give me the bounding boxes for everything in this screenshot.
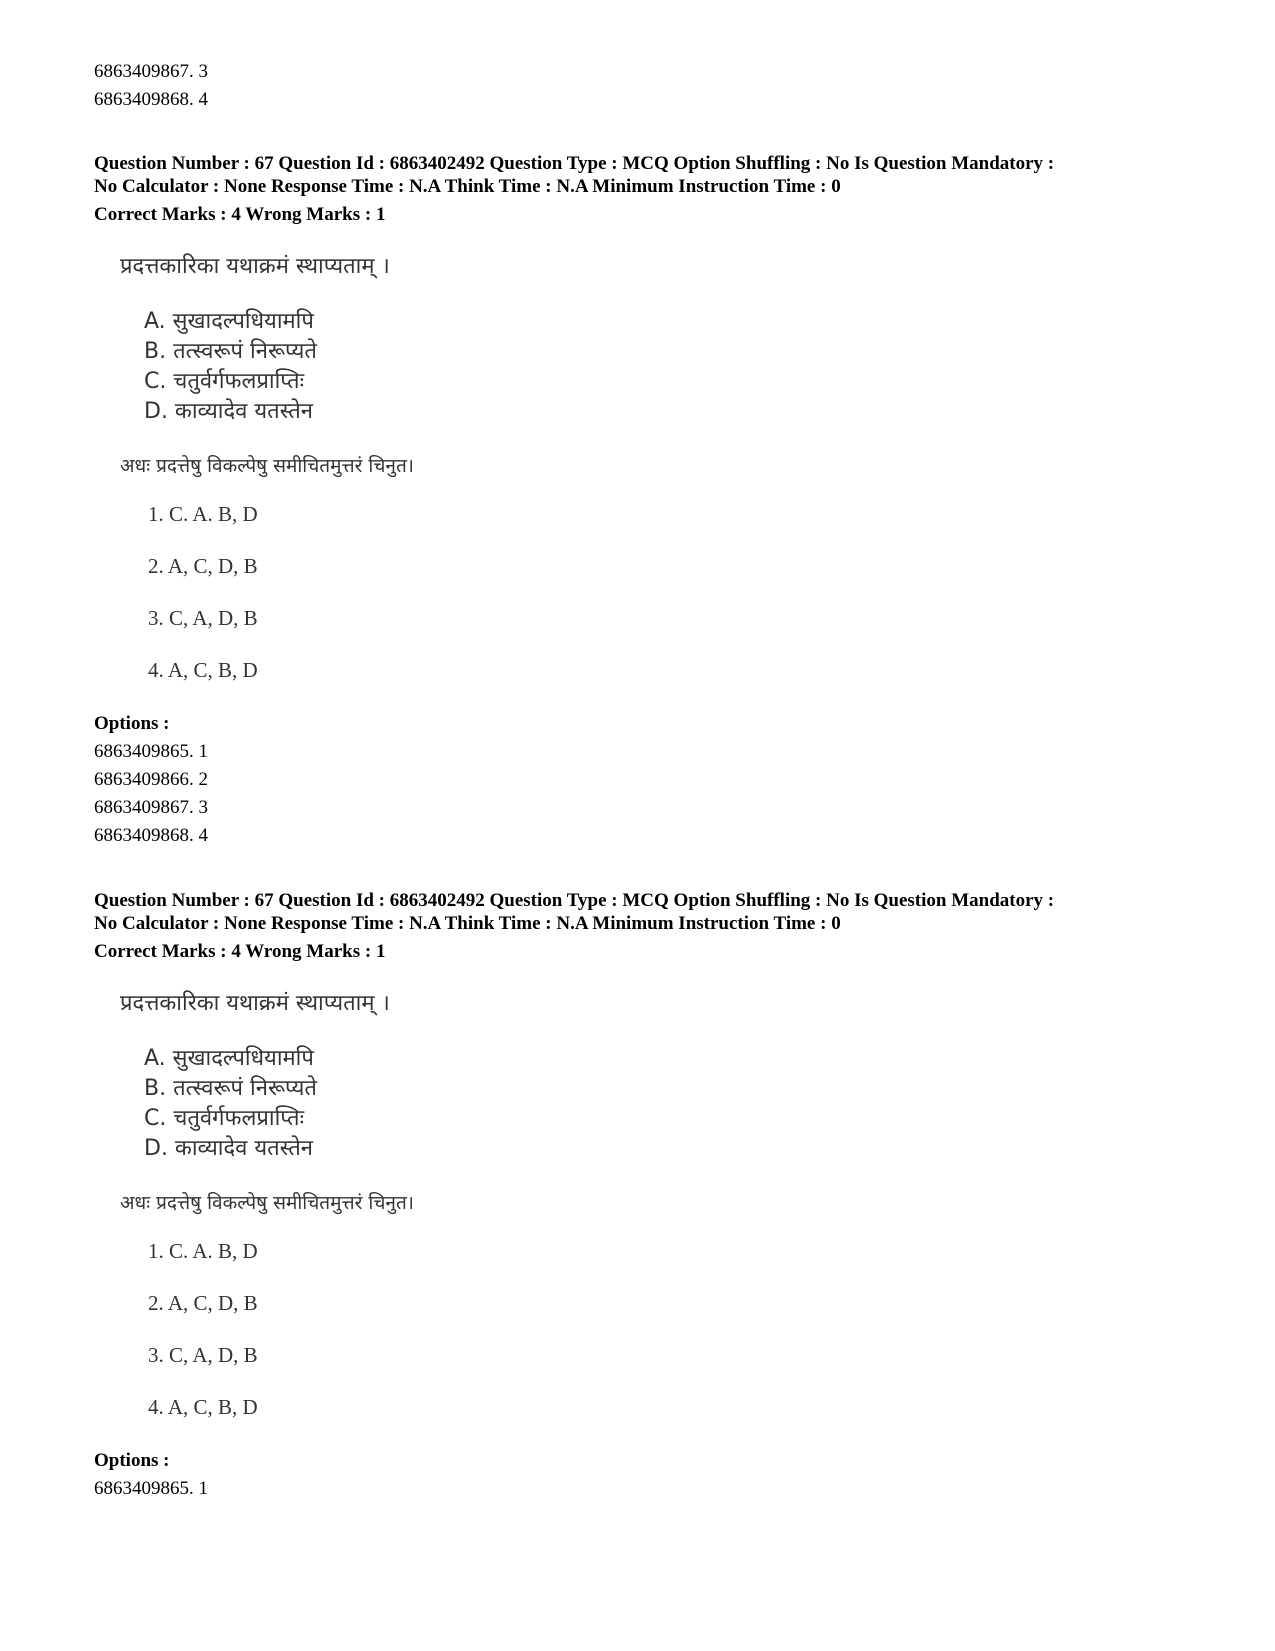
carryover-option-4: 6863409868. 4	[94, 89, 208, 110]
answer-choice-4: 4. A, C, B, D	[148, 658, 258, 682]
question-item-b: B. तत्स्वरूपं निरूप्यते	[144, 1076, 317, 1101]
answer-choice-3: 3. C, A, D, B	[148, 1343, 258, 1367]
answer-choice-4: 4. A, C, B, D	[148, 1395, 258, 1419]
question-item-a: A. सुखादल्पधियामपि	[144, 1046, 314, 1071]
question-header-line1: Question Number : 67 Question Id : 6863402492 Question Type : MCQ Option Shuffling : No Is Question Mandatory :	[94, 890, 1055, 911]
answer-choice-2: 2. A, C, D, B	[148, 554, 258, 578]
question-marks: Correct Marks : 4 Wrong Marks : 1	[94, 204, 386, 225]
question-sub-instruction: अधः प्रदत्तेषु विकल्पेषु समीचितमुत्तरं चिनुत।	[120, 1192, 414, 1214]
answer-choice-1: 1. C. A. B, D	[148, 1239, 258, 1263]
question-item-c: C. चतुर्वर्गफलप्राप्तिः	[144, 1106, 305, 1131]
question-header-line2: No Calculator : None Response Time : N.A Think Time : N.A Minimum Instruction Time : 0	[94, 176, 841, 197]
carryover-option-3: 6863409867. 3	[94, 61, 208, 82]
question-marks: Correct Marks : 4 Wrong Marks : 1	[94, 941, 386, 962]
question-header-line2: No Calculator : None Response Time : N.A Think Time : N.A Minimum Instruction Time : 0	[94, 913, 841, 934]
question-sub-instruction: अधः प्रदत्तेषु विकल्पेषु समीचितमुत्तरं चिनुत।	[120, 455, 414, 477]
question-body	[94, 252, 574, 712]
question-instruction: प्रदत्तकारिका यथाक्रमं स्थाप्यताम् ।	[120, 991, 390, 1016]
options-label: Options :	[94, 1450, 170, 1471]
question-instruction: प्रदत्तकारिका यथाक्रमं स्थाप्यताम् ।	[120, 254, 390, 279]
options-label: Options :	[94, 713, 170, 734]
question-item-c: C. चतुर्वर्गफलप्राप्तिः	[144, 369, 305, 394]
answer-choice-3: 3. C, A, D, B	[148, 606, 258, 630]
option-id-3: 6863409867. 3	[94, 797, 208, 818]
answer-choice-2: 2. A, C, D, B	[148, 1291, 258, 1315]
question-header-line1: Question Number : 67 Question Id : 6863402492 Question Type : MCQ Option Shuffling : No Is Question Mandatory :	[94, 153, 1055, 174]
question-item-b: B. तत्स्वरूपं निरूप्यते	[144, 339, 317, 364]
question-item-d: D. काव्यादेव यतस्तेन	[144, 399, 314, 424]
option-id-1: 6863409865. 1	[94, 1478, 208, 1499]
question-item-d: D. काव्यादेव यतस्तेन	[144, 1136, 314, 1161]
question-item-a: A. सुखादल्पधियामपि	[144, 309, 314, 334]
question-body	[94, 989, 574, 1449]
option-id-4: 6863409868. 4	[94, 825, 208, 846]
option-id-1: 6863409865. 1	[94, 741, 208, 762]
answer-choice-1: 1. C. A. B, D	[148, 502, 258, 526]
option-id-2: 6863409866. 2	[94, 769, 208, 790]
